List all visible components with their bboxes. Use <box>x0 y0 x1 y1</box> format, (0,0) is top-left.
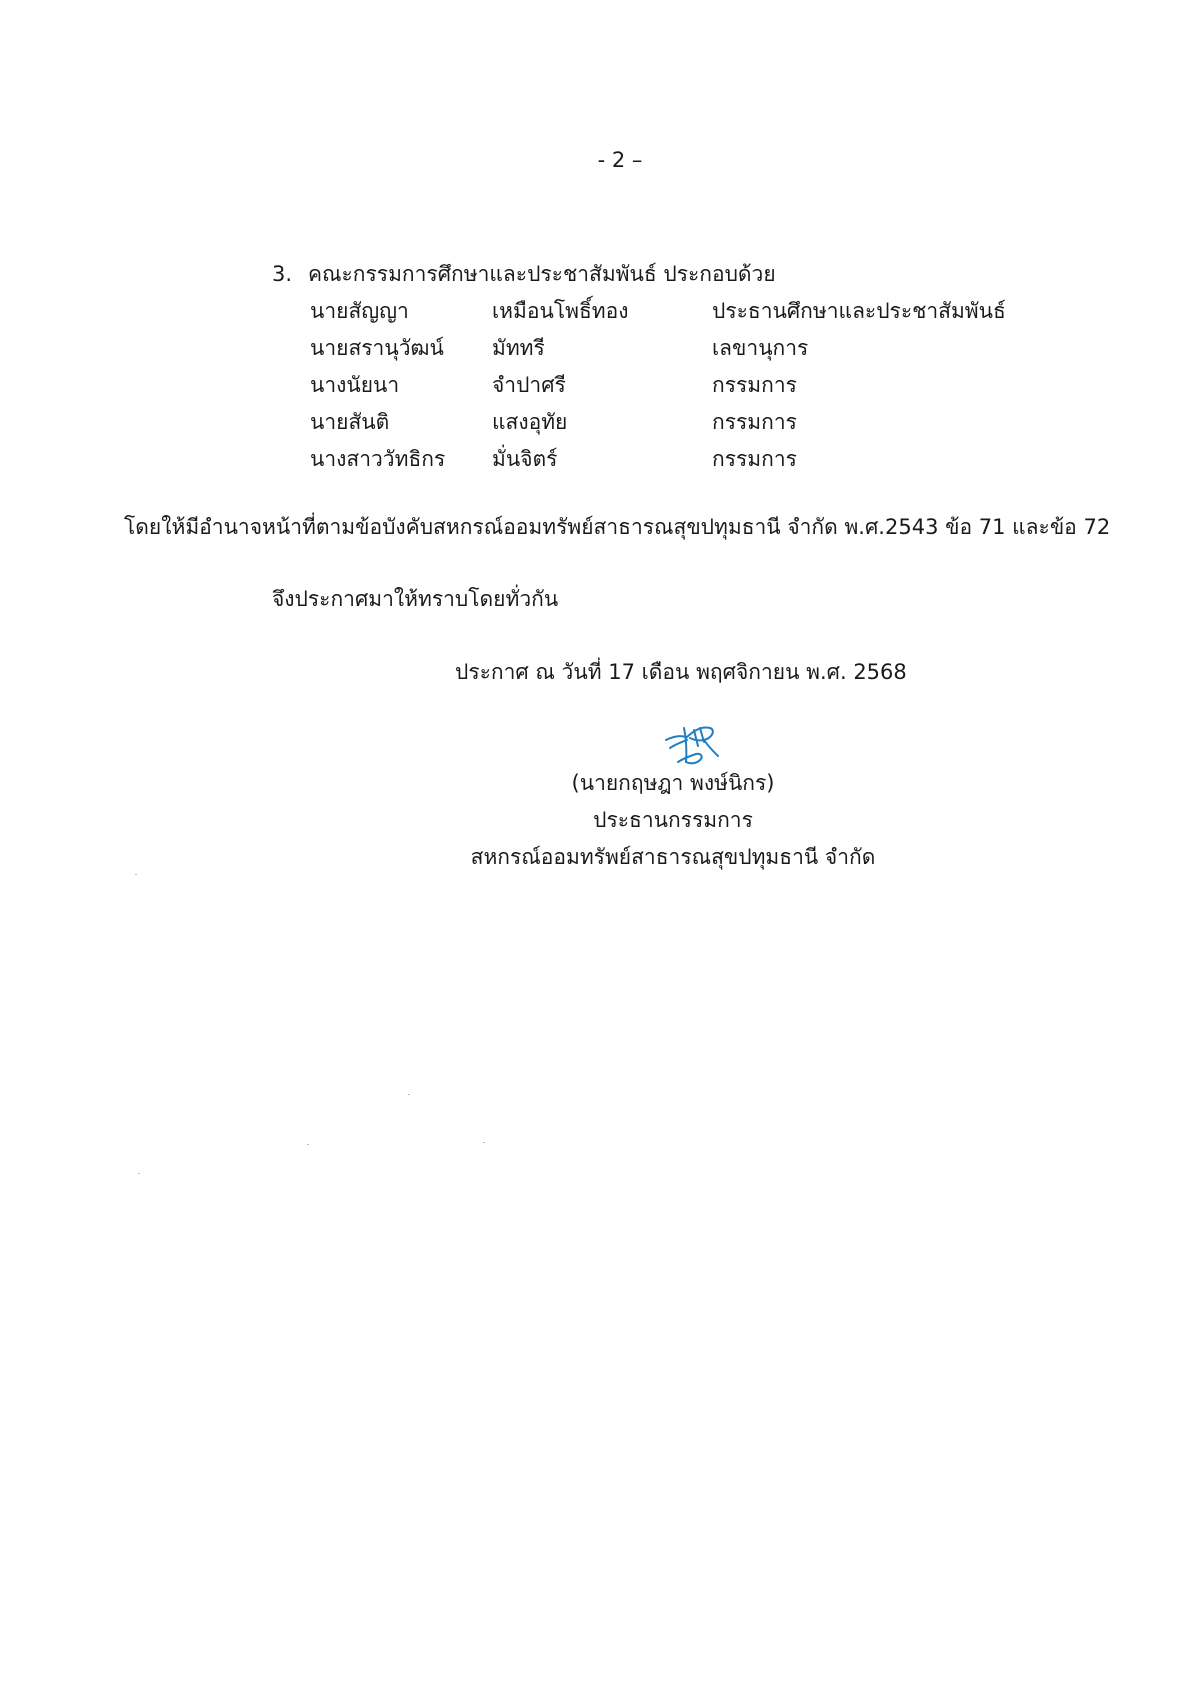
member-surname: แสงอุทัย <box>492 410 568 434</box>
member-name: นางนัยนา <box>310 373 400 397</box>
signer-title: ประธานกรรมการ <box>593 808 753 832</box>
member-row <box>0 407 1200 437</box>
member-surname: มั่นจิตร์ <box>492 447 558 471</box>
announcement-date: ประกาศ ณ วันที่ 17 เดือน พฤศจิกายน พ.ศ. 2568 <box>455 660 907 684</box>
member-row <box>0 296 1200 326</box>
scan-speck <box>408 1094 410 1095</box>
page-number: - 2 – <box>597 148 643 172</box>
member-row <box>0 444 1200 474</box>
member-row <box>0 333 1200 363</box>
member-surname: มัททรี <box>492 336 545 360</box>
member-role: กรรมการ <box>712 447 797 471</box>
member-role: กรรมการ <box>712 373 797 397</box>
section-heading <box>272 259 776 289</box>
member-surname: จำปาศรี <box>492 373 566 397</box>
member-name: นายสรานุวัฒน์ <box>310 336 444 360</box>
scan-speck <box>307 1144 309 1145</box>
scan-speck <box>138 1173 140 1174</box>
member-name: นายสันติ <box>310 410 390 434</box>
member-role: กรรมการ <box>712 410 797 434</box>
announcement-line: จึงประกาศมาให้ทราบโดยทั่วกัน <box>272 587 559 611</box>
member-surname: เหมือนโพธิ์ทอง <box>492 299 629 323</box>
scan-speck <box>483 1142 485 1143</box>
signer-name: (นายกฤษฎา พงษ์นิกร) <box>571 771 775 795</box>
scan-speck <box>135 874 137 875</box>
authority-paragraph: โดยให้มีอำนาจหน้าที่ตามข้อบังคับสหกรณ์ออมทรัพย์สาธารณสุขปทุมธานี จำกัด พ.ศ.2543 ข้อ 71 และข้อ 72 <box>124 515 1111 539</box>
member-name: นางสาววัทธิกร <box>310 447 446 471</box>
signature-icon <box>660 718 726 768</box>
signer-organization: สหกรณ์ออมทรัพย์สาธารณสุขปทุมธานี จำกัด <box>470 845 876 869</box>
member-row <box>0 370 1200 400</box>
section-number: 3. <box>272 262 293 286</box>
section-title: คณะกรรมการศึกษาและประชาสัมพันธ์ ประกอบด้วย <box>308 262 776 286</box>
member-role: เลขานุการ <box>712 336 809 360</box>
member-role: ประธานศึกษาและประชาสัมพันธ์ <box>712 299 1006 323</box>
member-name: นายสัญญา <box>310 299 409 323</box>
